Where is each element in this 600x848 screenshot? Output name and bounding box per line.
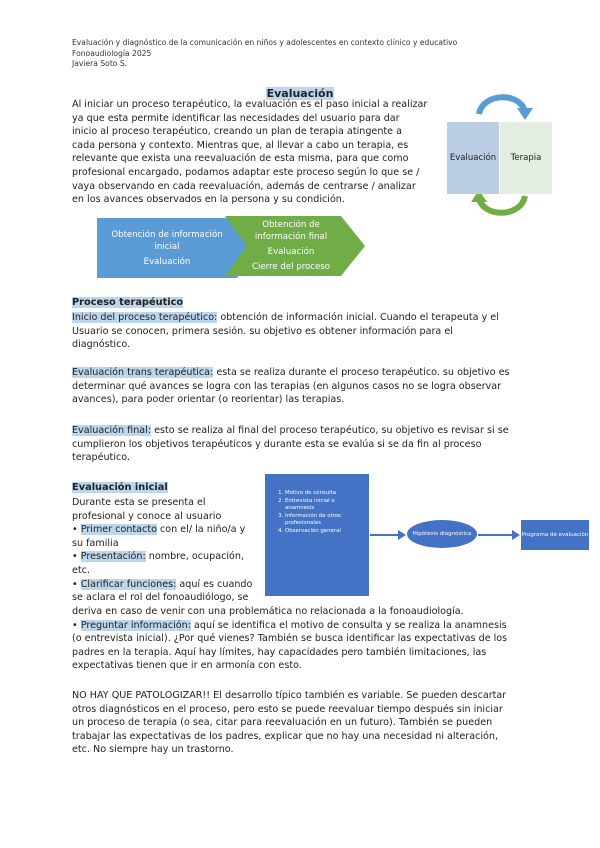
- text-line: etc. No siempre hay un trastorno.: [72, 744, 234, 756]
- hipotesis-ellipse: Hipótesis diagnóstica: [407, 520, 477, 548]
- chevron-initial-text: [100, 229, 234, 268]
- primer-contacto-label: Primer contacto: [80, 524, 157, 536]
- text-line: un proceso de terapia (o sea, citar para reevaluación en un futuro). También se pueden: [72, 717, 493, 729]
- header-subject: Fonoaudiología 2025: [72, 48, 152, 58]
- text-line: terapéutico.: [72, 452, 131, 464]
- chevron-initial-line: Obtención de información: [111, 230, 223, 240]
- chevron-final-line: Obtención de: [262, 220, 320, 230]
- document-header: [72, 38, 457, 70]
- inicio-label: Inicio del proceso terapéutico:: [72, 312, 218, 323]
- arrow-head-icon: [398, 530, 406, 540]
- text-span: nombre, ocupación,: [145, 551, 245, 563]
- text-line: cumplieron los objetivos terapéuticos y durante esta se evalúa si se da fin al proceso: [72, 438, 482, 450]
- text-line: profesional y conoce al usuario: [72, 510, 222, 522]
- closing-paragraph: [72, 689, 528, 757]
- text-line: inicio al proceso terapéutico, creando un plan de terapia atingente a: [72, 126, 403, 138]
- arrow-line: [370, 534, 400, 536]
- text-line: NO HAY QUE PATOLOGIZAR!! El desarrollo típico también es variable. Se pueden descartar: [72, 690, 507, 701]
- top-arrow-head: [517, 108, 533, 120]
- text-span: esta se realiza durante el proceso terapéutico. su objetivo es: [213, 367, 510, 378]
- inicial-left-column: [72, 496, 258, 605]
- proceso-heading: Proceso terapéutico: [72, 297, 184, 308]
- list-item: 2. Entrevista inicial o anamnesis: [285, 498, 365, 513]
- inicial-full-width: [72, 605, 528, 673]
- text-line: Durante esta se presenta el: [72, 497, 206, 508]
- text-line: diagnóstico.: [72, 339, 131, 351]
- text-line: determinar qué avances se logra con las terapias (en algunos casos no se logra observar: [72, 380, 502, 392]
- text-line: cada persona y contexto. Mientras que, al llevar a cabo un terapia, es: [72, 139, 409, 151]
- text-line: en los avances observados en la persona y su condición.: [72, 194, 345, 206]
- evaluation-flow-diagram: [265, 474, 600, 598]
- text-line: expectativas tienen que ir en armonía con esto.: [72, 660, 302, 672]
- bullet: •: [72, 578, 81, 590]
- text-line: profesional encargado, podamos adaptar este proceso según lo que se /: [72, 166, 420, 178]
- chevron-initial-line: inicial: [154, 242, 180, 252]
- header-author: Javiera Soto S.: [72, 59, 128, 68]
- bottom-arrow-arc: [479, 196, 525, 213]
- text-line: etc.: [72, 564, 90, 576]
- chevron-final-line: información final: [254, 232, 328, 242]
- bullet: •: [72, 551, 81, 563]
- final-label: Evaluación final:: [72, 425, 152, 436]
- list-item: 1. Motivo de consulta: [285, 490, 365, 498]
- input-list: [275, 490, 365, 535]
- evaluacion-heading: Evaluación: [266, 87, 334, 100]
- trans-paragraph: [72, 366, 528, 407]
- text-span: aquí es cuando: [176, 578, 253, 590]
- trans-label: Evaluación trans terapéutica:: [72, 367, 214, 378]
- evaluation-therapy-cycle-diagram: [445, 84, 557, 216]
- text-line: (o entrevista inicial). ¿Por qué vienes? También se busca identificar las expectativas de los: [72, 633, 508, 645]
- text-line: ya que esta permite identificar las necesidades del usuario para dar: [72, 112, 400, 124]
- proceso-title: [72, 297, 183, 308]
- preguntar-label: Preguntar información:: [80, 619, 191, 631]
- text-line: trabajar las expectativas de los padres, explicar que no hay una necesidad ni alteración,: [72, 730, 499, 742]
- text-line: avances), para poder orientar (o reorientar) las terapias.: [72, 394, 345, 406]
- bullet: •: [72, 619, 81, 631]
- text-line: relevante que exista una reevaluación de esta misma, para que como: [72, 153, 409, 165]
- text-span: con el/ la niño/a y: [156, 524, 246, 536]
- inicio-paragraph: [72, 311, 528, 352]
- text-line: vaya observando en cada reevaluación, además de centrarse / analizar: [72, 180, 416, 192]
- cycle-box-evaluacion: Evaluación: [447, 122, 499, 194]
- presentacion-label: Presentación:: [80, 551, 146, 563]
- bullet: •: [72, 524, 81, 536]
- chevron-initial-line: Evaluación: [143, 257, 191, 267]
- text-line: Al iniciar un proceso terapéutico, la evaluación es el paso inicial a realizar: [72, 99, 428, 110]
- text-line: padres en la terapia. Aquí hay límites, hay capacidades pero también limitaciones, las: [72, 646, 487, 658]
- inicial-heading: Evaluación inicial: [72, 482, 168, 493]
- text-line: deriva en caso de venir con una problemática no relacionada a la fonoaudiología.: [72, 606, 464, 617]
- arrow-head-icon: [512, 530, 520, 540]
- clarificar-label: Clarificar funciones:: [80, 578, 177, 590]
- chevron-final-line: Evaluación: [267, 247, 315, 257]
- text-span: esto se realiza al final del proceso terapéutico, su objetivo es revisar si se: [151, 425, 509, 436]
- text-line: su familia: [72, 537, 119, 549]
- text-line: se aclara el rol del fonoaudiólogo, se: [72, 592, 249, 604]
- chevron-final-line: Cierre del proceso: [251, 262, 331, 272]
- chevron-final-text: [236, 219, 346, 273]
- top-arrow-arc: [479, 97, 525, 114]
- list-item: 4. Observación general: [285, 528, 365, 536]
- header-course: Evaluación y diagnóstico de la comunicación en niños y adolescentes en contexto clínico y educativo: [72, 38, 458, 47]
- programa-box: Programa de evaluación: [521, 520, 589, 550]
- text-line: Usuario se conocen, primera sesión. su objetivo es obtener información para el: [72, 325, 453, 337]
- inicial-title: [72, 482, 168, 493]
- evaluacion-paragraph: [72, 98, 439, 207]
- text-span: obtención de información inicial. Cuando el terapeuta y el: [217, 312, 499, 323]
- input-list-box: [265, 474, 369, 596]
- text-span: aquí se identifica el motivo de consulta y se realiza la anamnesis: [190, 619, 507, 631]
- cycle-box-terapia: Terapia: [500, 122, 552, 194]
- arrow-line: [478, 534, 514, 536]
- text-line: otros diagnósticos en el proceso, pero esto se puede reevaluar tiempo después sin iniciar: [72, 703, 503, 715]
- final-paragraph: [72, 424, 528, 465]
- list-item: 3. Información de otros profesionales: [285, 513, 365, 528]
